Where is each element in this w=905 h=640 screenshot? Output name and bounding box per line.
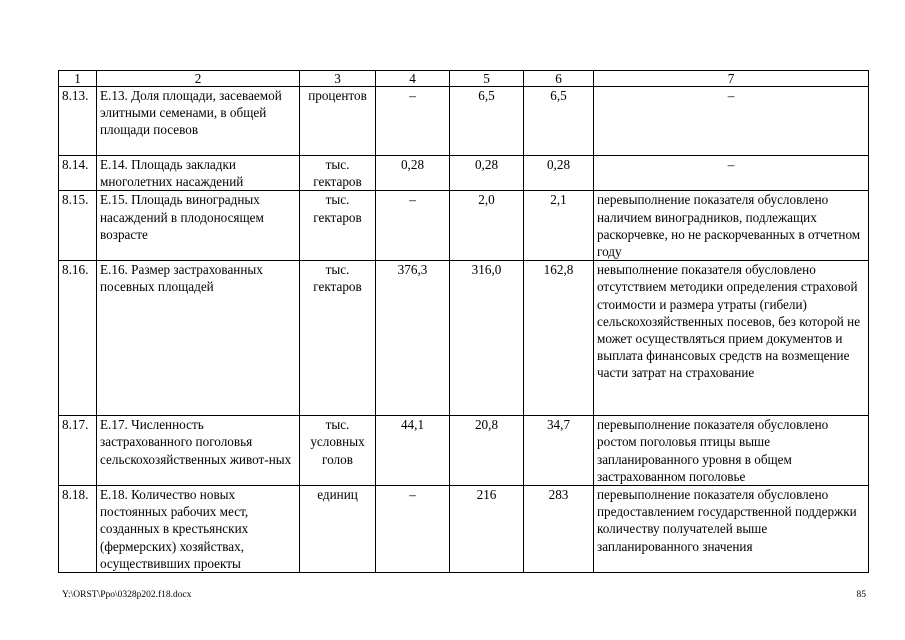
indicator-name: Е.13. Доля площади, засеваемой элитными семенами, в общей площади посевов xyxy=(97,87,300,156)
unit-cell: тыс. гектаров xyxy=(300,156,376,191)
value-col5: 0,28 xyxy=(450,156,524,191)
row-number: 8.18. xyxy=(59,486,97,573)
header-cell-2: 2 xyxy=(97,71,300,87)
indicator-name: Е.16. Размер застрахованных посевных площадей xyxy=(97,261,300,416)
indicator-name: Е.18. Количество новых постоянных рабочих мест, созданных в крестьянских (фермерских) хозяйствах, осуществивших проекты xyxy=(97,486,300,573)
note-cell: – xyxy=(594,87,869,156)
header-cell-1: 1 xyxy=(59,71,97,87)
header-cell-4: 4 xyxy=(376,71,450,87)
note-cell: невыполнение показателя обусловлено отсутствием методики определения страховой стоимости и размера утраты (гибели) сельскохозяйственных посевов, без которой не может осуществляться прием документов и выплата финансовых средств на возмещение части затрат на страхование xyxy=(594,261,869,416)
value-col5: 2,0 xyxy=(450,191,524,261)
row-number: 8.15. xyxy=(59,191,97,261)
unit-cell: тыс. условных голов xyxy=(300,416,376,486)
indicator-name: Е.15. Площадь виноградных насаждений в плодоносящем возрасте xyxy=(97,191,300,261)
table-row xyxy=(59,87,869,156)
value-col4: 376,3 xyxy=(376,261,450,416)
value-col5: 316,0 xyxy=(450,261,524,416)
note-cell: перевыполнение показателя обусловлено наличием виноградников, подлежащих раскорчевке, но не раскорчеванных в отчетном году xyxy=(594,191,869,261)
table-row xyxy=(59,261,869,416)
indicators-table xyxy=(58,70,869,573)
header-cell-3: 3 xyxy=(300,71,376,87)
value-col4: 44,1 xyxy=(376,416,450,486)
document-file-path: Y:\ORST\Ppo\0328p202.f18.docx xyxy=(62,590,192,600)
table-row xyxy=(59,486,869,573)
unit-cell: единиц xyxy=(300,486,376,573)
unit-cell: процентов xyxy=(300,87,376,156)
table-header-row xyxy=(59,71,869,87)
row-number: 8.16. xyxy=(59,261,97,416)
value-col6: 162,8 xyxy=(524,261,594,416)
value-col4: – xyxy=(376,87,450,156)
header-cell-6: 6 xyxy=(524,71,594,87)
value-col6: 0,28 xyxy=(524,156,594,191)
header-cell-5: 5 xyxy=(450,71,524,87)
indicator-name: Е.17. Численность застрахованного поголовья сельскохозяйственных живот-ных xyxy=(97,416,300,486)
value-col5: 6,5 xyxy=(450,87,524,156)
indicator-name: Е.14. Площадь закладки многолетних насаждений xyxy=(97,156,300,191)
note-cell: перевыполнение показателя обусловлено предоставлением государственной поддержки количеству получателей выше запланированного значения xyxy=(594,486,869,573)
value-col6: 283 xyxy=(524,486,594,573)
note-cell: перевыполнение показателя обусловлено ростом поголовья птицы выше запланированного уровня в общем застрахованном поголовье xyxy=(594,416,869,486)
value-col6: 34,7 xyxy=(524,416,594,486)
value-col5: 20,8 xyxy=(450,416,524,486)
value-col4: – xyxy=(376,486,450,573)
value-col4: 0,28 xyxy=(376,156,450,191)
value-col4: – xyxy=(376,191,450,261)
table-row xyxy=(59,156,869,191)
value-col5: 216 xyxy=(450,486,524,573)
page-number: 85 xyxy=(856,590,866,600)
note-cell: – xyxy=(594,156,869,191)
unit-cell: тыс. гектаров xyxy=(300,191,376,261)
row-number: 8.17. xyxy=(59,416,97,486)
value-col6: 6,5 xyxy=(524,87,594,156)
unit-cell: тыс. гектаров xyxy=(300,261,376,416)
value-col6: 2,1 xyxy=(524,191,594,261)
table-row xyxy=(59,191,869,261)
row-number: 8.14. xyxy=(59,156,97,191)
table-row xyxy=(59,416,869,486)
row-number: 8.13. xyxy=(59,87,97,156)
header-cell-7: 7 xyxy=(594,71,869,87)
